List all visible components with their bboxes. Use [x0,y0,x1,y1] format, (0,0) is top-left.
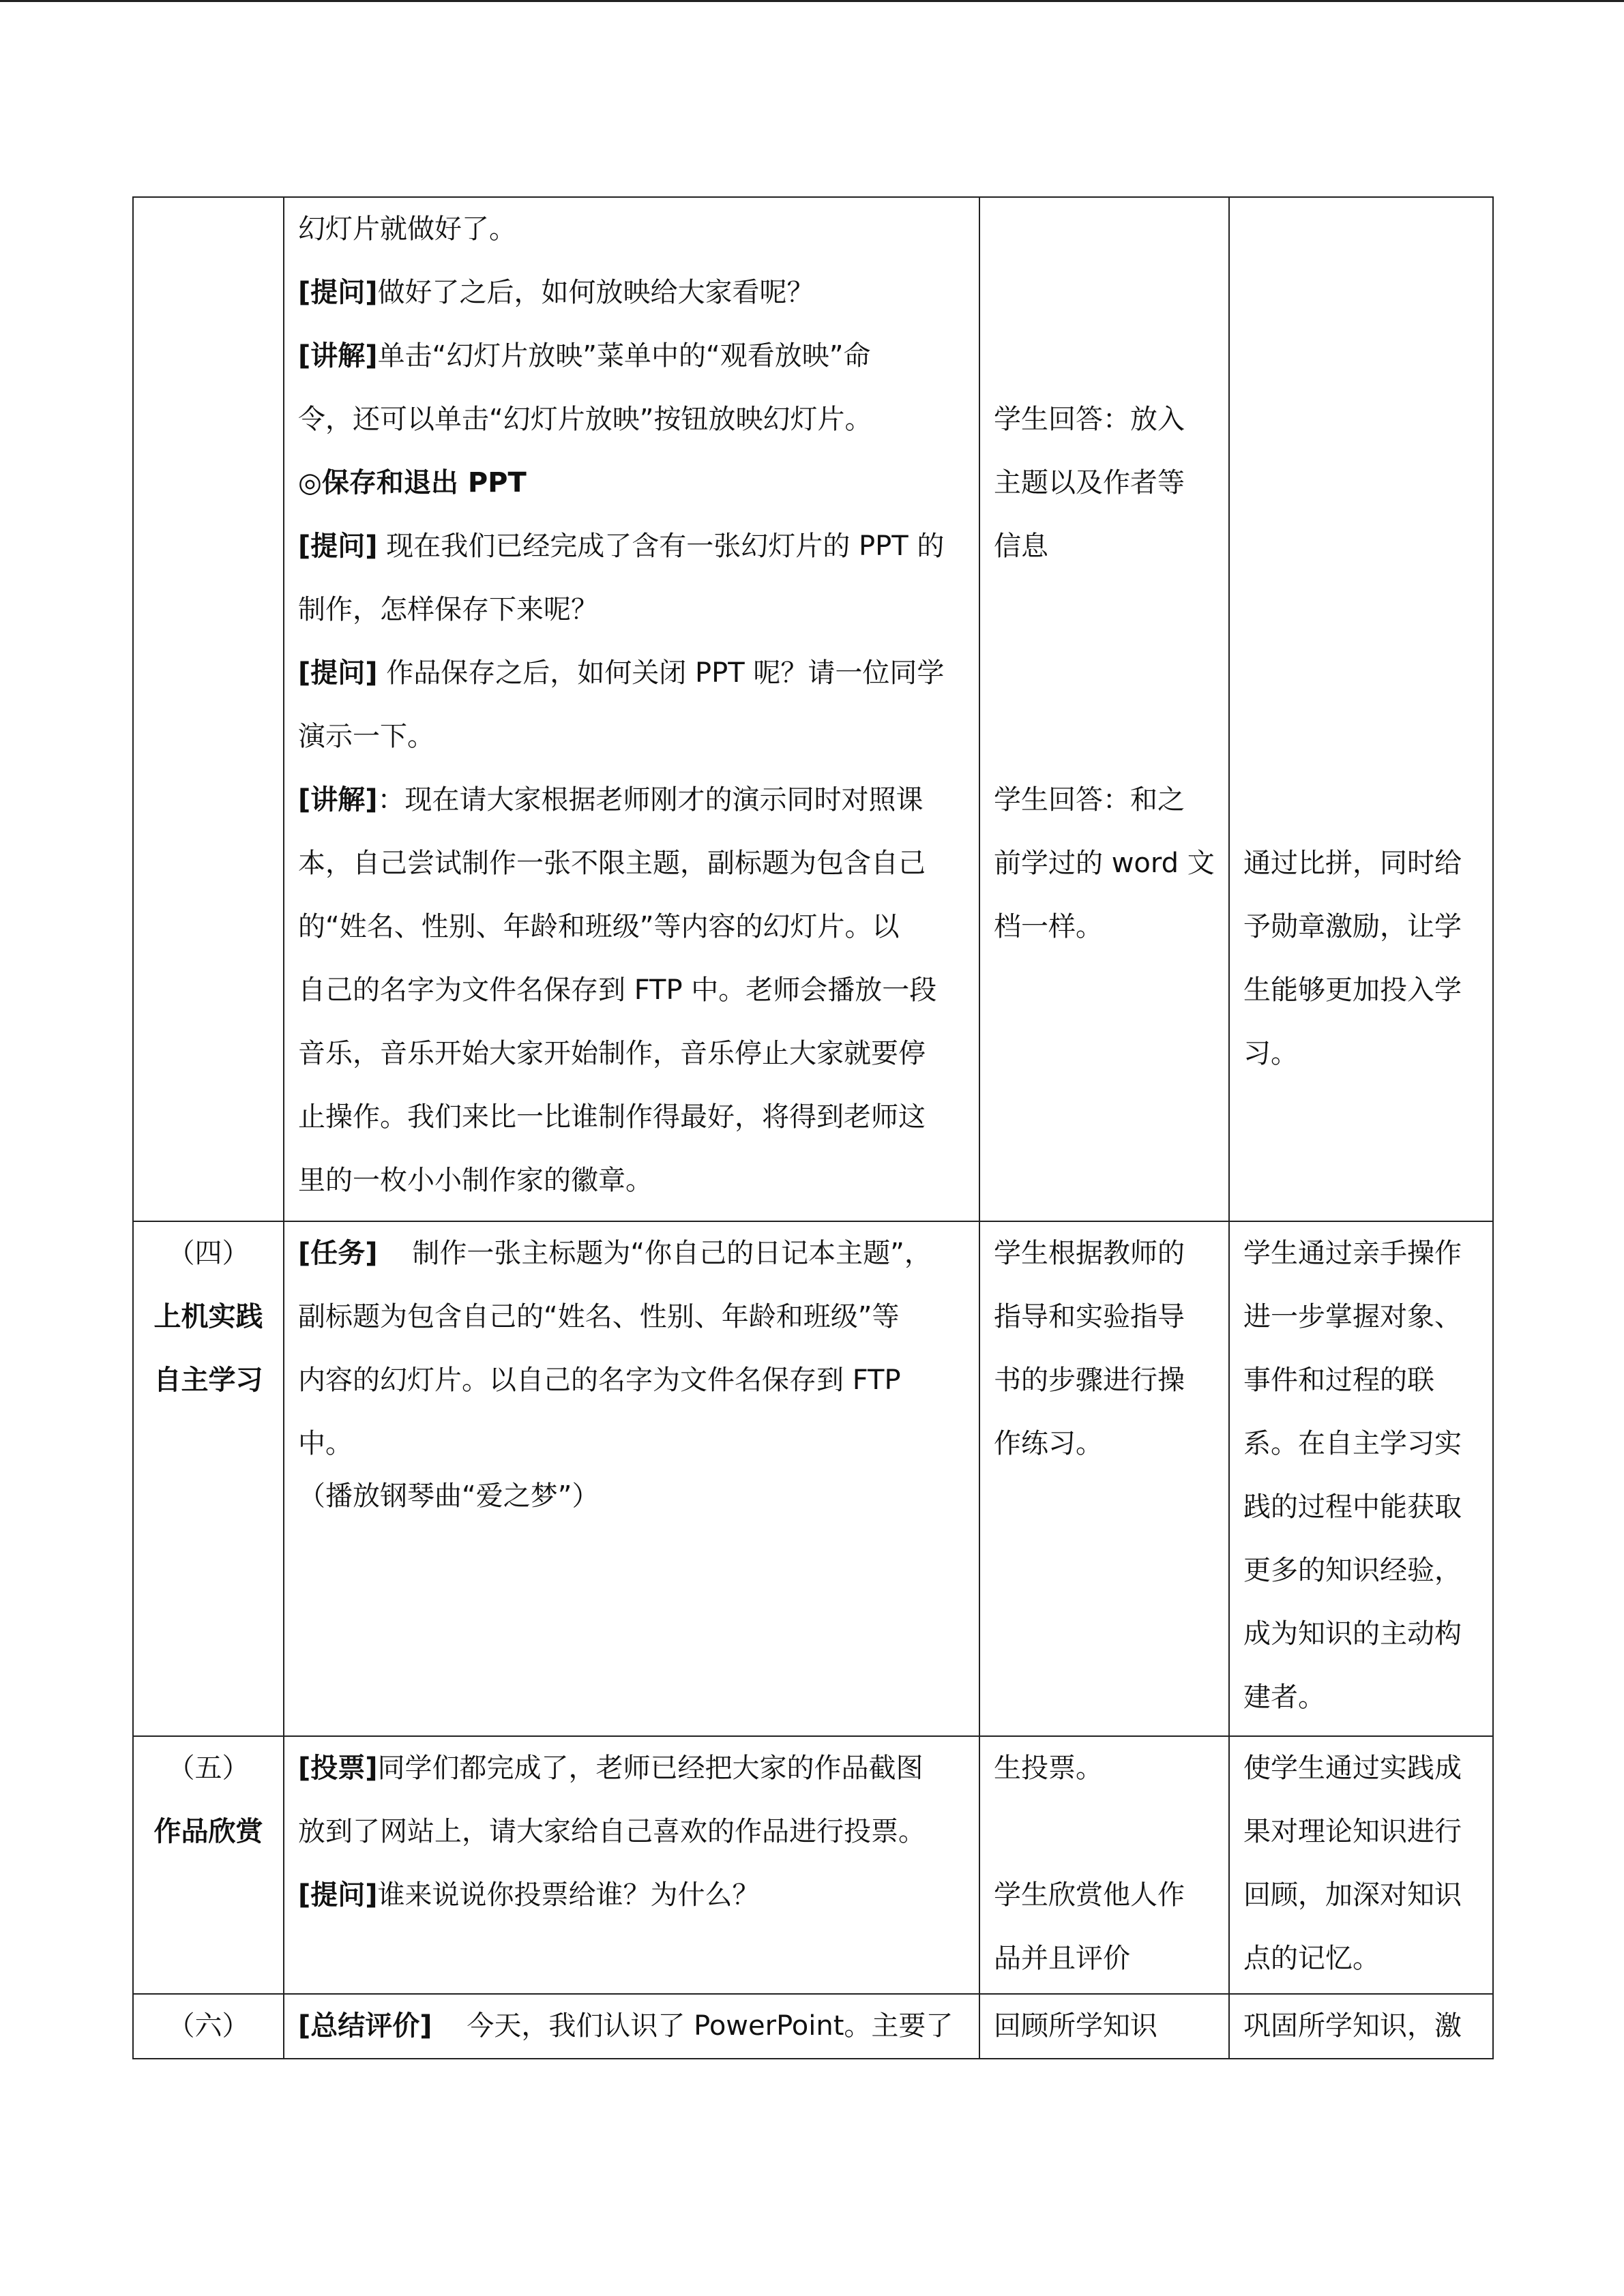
stage-cell [133,1994,284,2059]
text-line: [提问] 现在我们已经完成了含有一张幻灯片的 PPT 的 [298,531,945,562]
text-line: 果对理论知识进行 [1243,1816,1462,1847]
stage-cell [133,1736,284,1994]
section-heading: ◎保存和退出 PPT [298,467,527,498]
text-line: 学生欣赏他人作 [994,1879,1185,1911]
text-line: 副标题为包含自己的“姓名、性别、年龄和班级”等 [298,1301,900,1332]
text-line: （播放钢琴曲“爱之梦”） [298,1480,600,1512]
text-line: 档一样。 [994,911,1103,942]
design-intent-cell [1229,1994,1493,2059]
text-line: 作练习。 [994,1428,1103,1459]
student-activity-cell [979,1994,1229,2059]
stage-number: （六） [167,2010,250,2042]
text-line: [提问]谁来说说你投票给谁？为什么？ [298,1879,760,1911]
stage-cell [133,1221,284,1736]
table-row [133,197,1493,1221]
text-line: 自己的名字为文件名保存到 FTP 中。老师会播放一段 [298,974,937,1006]
text-line: 信息 [994,531,1048,562]
text-line: 进一步掌握对象、 [1243,1301,1462,1332]
student-activity-cell [979,1736,1229,1994]
text-line: [讲解]单击“幻灯片放映”菜单中的“观看放映”命 [298,340,871,372]
text-line: 学生回答：放入 [994,404,1185,435]
design-intent-cell [1229,197,1493,1221]
text-line: 本，自己尝试制作一张不限主题，副标题为包含自己 [298,848,926,879]
text-line: 学生根据教师的 [994,1238,1185,1269]
teacher-activity-cell [284,1736,979,1994]
table-row [133,1994,1493,2059]
text-line: [提问] 作品保存之后，如何关闭 PPT 呢？请一位同学 [298,657,945,689]
text-line: [总结评价] 今天，我们认识了 PowerPoint。主要了 [298,2010,954,2042]
stage-title: 自主学习 [153,1365,263,1396]
text-line: 事件和过程的联 [1243,1365,1434,1396]
student-activity-cell [979,197,1229,1221]
text-line: 予勋章激励，让学 [1243,911,1462,942]
text-line: 幻灯片就做好了。 [298,213,516,245]
text-line: 内容的幻灯片。以自己的名字为文件名保存到 FTP [298,1365,901,1396]
text-line: 里的一枚小小制作家的徽章。 [298,1165,653,1196]
text-line: 学生回答：和之 [994,784,1185,816]
text-line: 制作，怎样保存下来呢？ [298,594,598,625]
design-intent-cell [1229,1736,1493,1994]
stage-title: 上机实践 [153,1301,263,1332]
lesson-plan-table [132,196,1494,2059]
text-line: 的“姓名、性别、年龄和班级”等内容的幻灯片。以 [298,911,900,942]
text-line: 令，还可以单击“幻灯片放映”按钮放映幻灯片。 [298,404,872,435]
text-line: 音乐，音乐开始大家开始制作，音乐停止大家就要停 [298,1038,926,1069]
text-line: [讲解]：现在请大家根据老师刚才的演示同时对照课 [298,784,924,816]
text-line: 系。在自主学习实 [1243,1428,1462,1459]
text-line: 书的步骤进行操 [994,1365,1185,1396]
text-line: 前学过的 word 文 [994,848,1215,879]
text-line: 生能够更加投入学 [1243,974,1462,1006]
teacher-activity-cell [284,1221,979,1736]
teacher-activity-cell [284,1994,979,2059]
stage-number: （四） [167,1238,250,1269]
text-line: 生投票。 [994,1753,1103,1784]
text-line: 成为知识的主动构 [1243,1618,1462,1650]
text-line: 放到了网站上，请大家给自己喜欢的作品进行投票。 [298,1816,926,1847]
text-line: 更多的知识经验， [1243,1555,1462,1586]
text-line: [投票]同学们都完成了，老师已经把大家的作品截图 [298,1753,924,1784]
text-line: 践的过程中能获取 [1243,1491,1462,1523]
student-activity-cell [979,1221,1229,1736]
table-row [133,1221,1493,1736]
text-line: 回顾所学知识 [994,2010,1157,2042]
text-line: 回顾，加深对知识 [1243,1879,1462,1911]
design-intent-cell [1229,1221,1493,1736]
stage-number: （五） [167,1753,250,1784]
page-top-border [0,0,1624,2]
text-line: 品并且评价 [994,1943,1130,1974]
text-line: 指导和实验指导 [994,1301,1185,1332]
text-line: 学生通过亲手操作 [1243,1238,1462,1269]
text-line: 止操作。我们来比一比谁制作得最好，将得到老师这 [298,1101,926,1133]
teacher-activity-cell [284,197,979,1221]
text-line: [提问]做好了之后，如何放映给大家看呢？ [298,277,814,308]
text-line: 主题以及作者等 [994,467,1185,498]
text-line: 习。 [1243,1038,1298,1069]
text-line: 通过比拼，同时给 [1243,848,1462,879]
table-row [133,1736,1493,1994]
stage-cell [133,197,284,1221]
text-line: 巩固所学知识，激 [1243,2010,1462,2042]
text-line: 使学生通过实践成 [1243,1753,1462,1784]
text-line: 建者。 [1243,1682,1325,1713]
text-line: [任务] 制作一张主标题为“你自己的日记本主题”， [298,1238,932,1269]
text-line: 演示一下。 [298,721,434,752]
stage-title: 作品欣赏 [153,1816,263,1847]
text-line: 中。 [298,1428,353,1459]
text-line: 点的记忆。 [1243,1943,1380,1974]
